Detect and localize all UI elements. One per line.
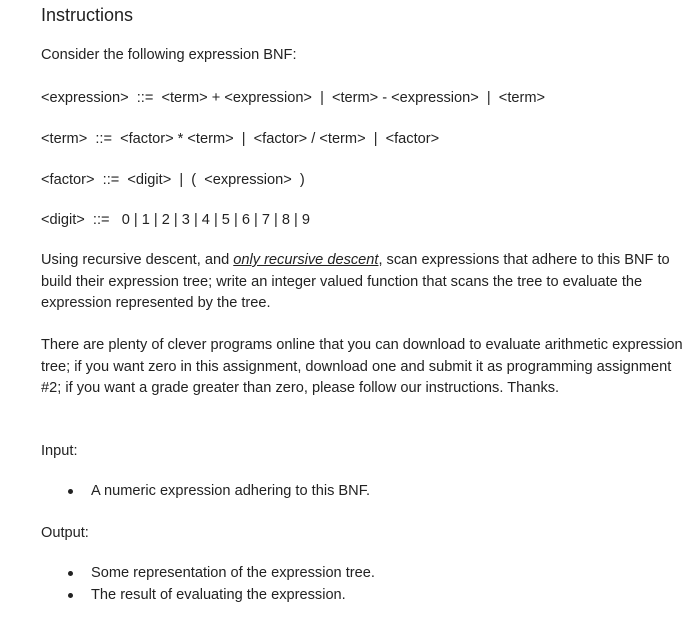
- page-title: Instructions: [41, 5, 134, 25]
- emphasis-only-recursive-descent: only recursive descent: [233, 252, 379, 268]
- input-item-text: A numeric expression adhering to this BNF.: [91, 483, 371, 499]
- task-text-end: , scan expressions that adhere to this BNF to build their expression tree; write an integer valued function that scans the tree to evaluate the expression represented by the tree.: [41, 252, 670, 311]
- intro-text: Consider the following expression BNF:: [41, 47, 297, 63]
- output-item-text: The result of evaluating the expression.: [91, 586, 346, 603]
- bnf-digit-rule: <digit> ::= 0 | 1 | 2 | 3 | 4 | 5 | 6 | 7 | 8 | 9: [41, 212, 310, 228]
- list-item: [63, 563, 375, 585]
- bullet-icon: [68, 593, 73, 598]
- bnf-factor-rule: <factor> ::= <digit> | ( <expression> ): [41, 172, 305, 188]
- bullet-icon: [68, 571, 73, 576]
- output-list: [63, 563, 375, 606]
- output-label: Output:: [41, 525, 89, 541]
- input-label: Input:: [41, 443, 78, 459]
- output-item-text: Some representation of the expression tree.: [91, 565, 375, 581]
- list-item: [63, 585, 375, 607]
- task-text-start: Using recursive descent, and: [41, 252, 234, 268]
- bnf-term-rule: <term> ::= <factor> * <term> | <factor> / <term> | <factor>: [41, 131, 440, 147]
- warning-paragraph: There are plenty of clever programs online that you can download to evaluate arithmetic expression tree; if you want zero in this assignment, download one and submit it as programming assignment #2; if you want a grade greater than zero, please follow our instructions. Thanks.: [41, 337, 683, 396]
- bnf-expression-rule: <expression> ::= <term> + <expression> | <term> - <expression> | <term>: [41, 90, 546, 106]
- list-item: [63, 481, 370, 503]
- bullet-icon: [68, 489, 73, 494]
- task-paragraph: [41, 250, 693, 315]
- input-list: [63, 481, 370, 503]
